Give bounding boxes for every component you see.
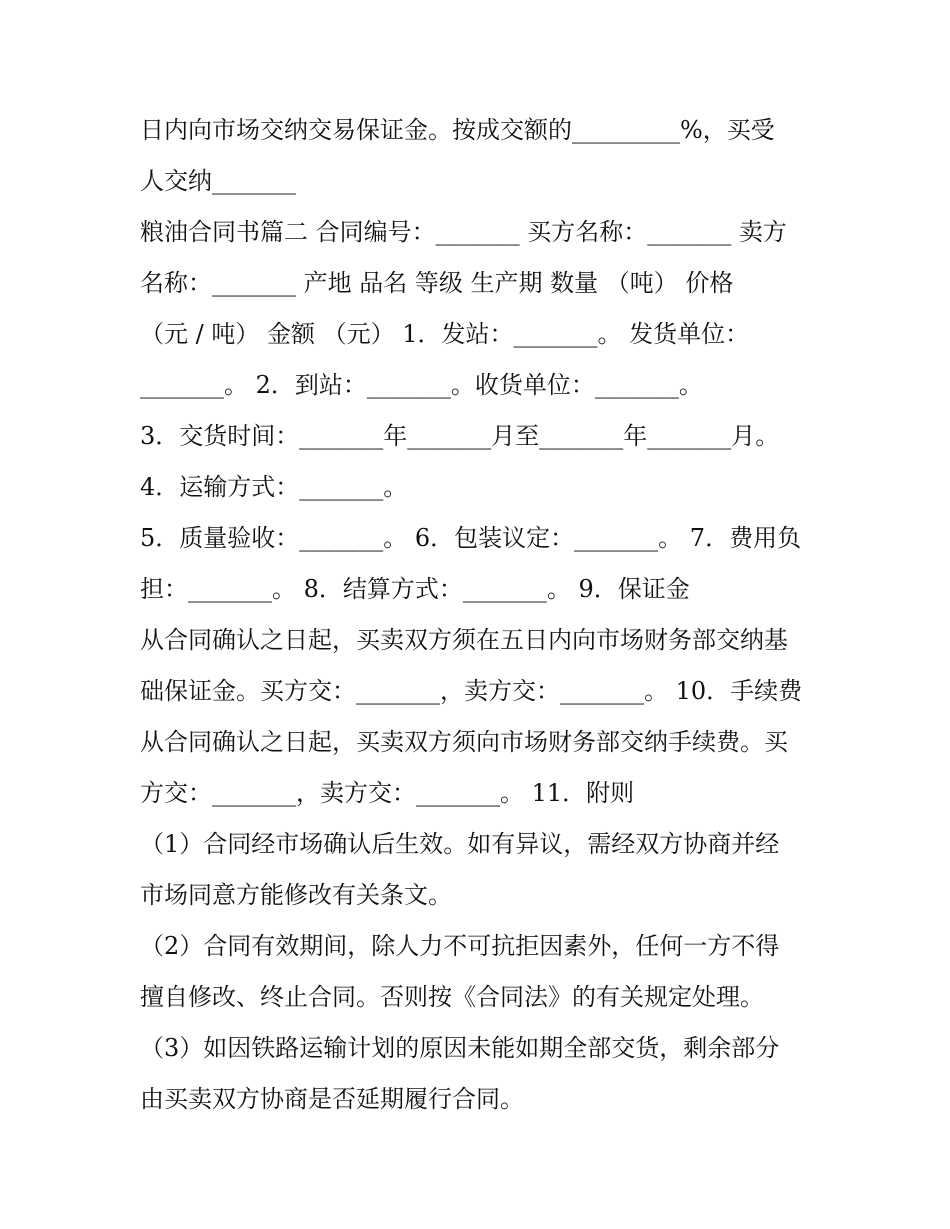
text-line-8: 4．运输方式：_______。 (140, 473, 408, 501)
text-line-18: 擅自修改、终止合同。否则按《合同法》的有关规定处理。 (140, 983, 764, 1011)
text-line-14: 方交：_______，卖方交：_______。 11．附则 (140, 779, 635, 807)
text-line-9: 5．质量验收：_______。 6．包装议定：_______。 7．费用负 (140, 524, 802, 552)
text-line-3: 粮油合同书篇二 合同编号：_______ 买方名称：_______ 卖方 (140, 218, 787, 246)
text-line-13: 从合同确认之日起，买卖双方须向市场财务部交纳手续费。买 (140, 728, 788, 756)
text-line-7: 3．交货时间：_______年_______月至_______年_______月。 (140, 422, 780, 450)
text-line-1: 日内向市场交纳交易保证金。按成交额的_________%，买受 (140, 116, 775, 144)
text-line-16: 市场同意方能修改有关条文。 (140, 881, 452, 909)
text-line-12: 础保证金。买方交：_______，卖方交：_______。 10．手续费 (140, 677, 803, 705)
text-line-6: _______。 2．到站：_______。收货单位：_______。 (140, 371, 703, 399)
text-line-10: 担：_______。 8．结算方式：_______。 9．保证金 (140, 575, 690, 603)
text-line-5: （元 / 吨） 金额 （元） 1．发站：_______。 发货单位： (140, 320, 750, 348)
text-line-15: （1）合同经市场确认后生效。如有异议，需经双方协商并经 (140, 830, 780, 858)
text-line-20: 由买卖双方协商是否延期履行合同。 (140, 1085, 524, 1113)
text-line-4: 名称：_______ 产地 品名 等级 生产期 数量 （吨） 价格 (140, 269, 734, 297)
text-line-2: 人交纳_______ (140, 167, 296, 195)
text-line-11: 从合同确认之日起，买卖双方须在五日内向市场财务部交纳基 (140, 626, 788, 654)
text-line-17: （2）合同有效期间，除人力不可抗拒因素外，任何一方不得 (140, 932, 780, 960)
text-line-19: （3）如因铁路运输计划的原因未能如期全部交货，剩余部分 (140, 1034, 780, 1062)
